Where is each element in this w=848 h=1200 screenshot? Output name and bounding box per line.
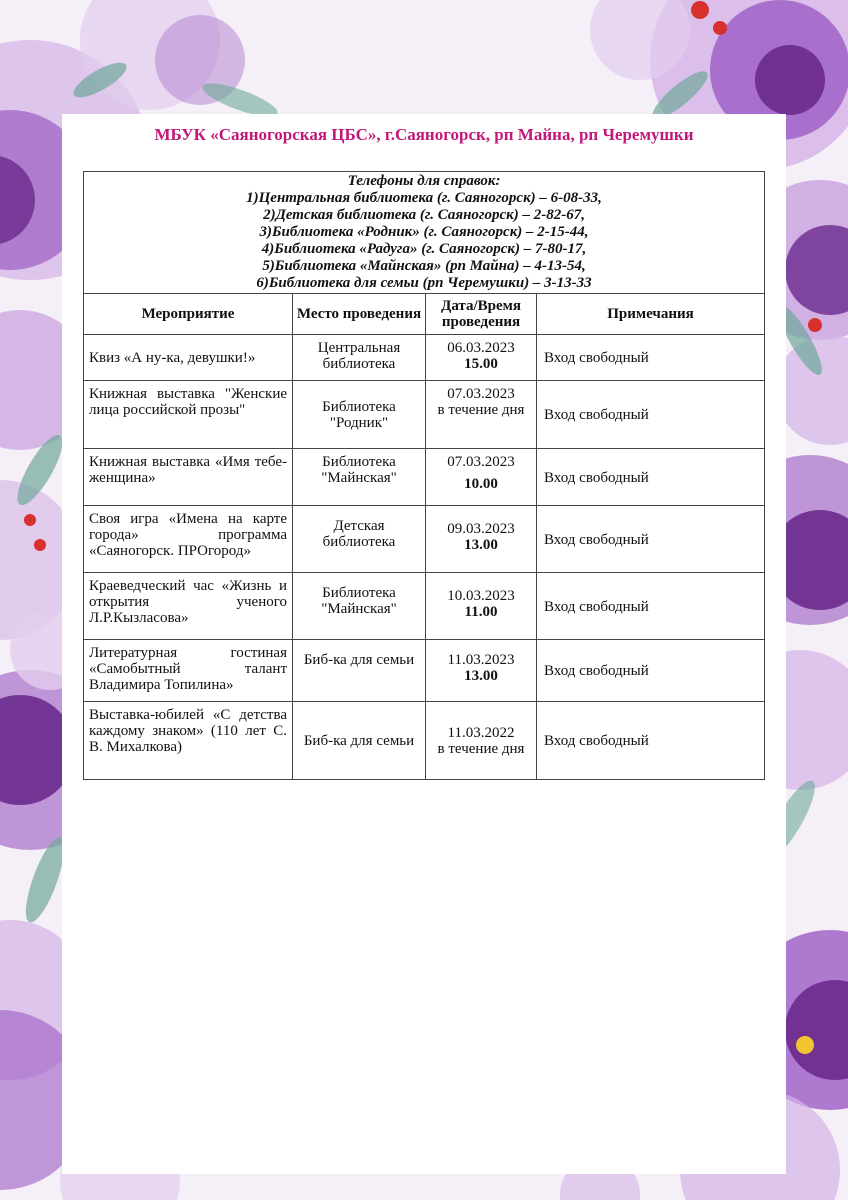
event-date: 07.03.2023 [447,386,515,402]
phone-line: 5)Библиотека «Майнская» (рп Майна) – 4-13-54, [262,258,586,274]
phone-line: 3)Библиотека «Родник» (г. Саяногорск) – 2-15-44, [259,224,589,240]
date-cell [426,702,537,780]
event-cell: Книжная выставка "Женские лица российской прозы" [84,381,293,449]
date-cell [426,335,537,381]
note-cell: Вход свободный [537,702,765,780]
date-cell [426,381,537,449]
date-cell [426,506,537,573]
note-cell: Вход свободный [537,381,765,449]
event-cell: Краеведческий час «Жизнь и открытия ученого Л.Р.Кызласова» [84,573,293,640]
place-cell: Биб-ка для семьи [293,640,426,702]
event-date: 10.03.2023 [447,588,515,604]
phone-line: 4)Библиотека «Радуга» (г. Саяногорск) – 7-80-17, [261,241,587,257]
date-cell [426,573,537,640]
table-row [84,573,765,640]
column-header-date: Дата/Время проведения [426,294,537,335]
note-cell: Вход свободный [537,640,765,702]
date-cell [426,449,537,506]
phone-line: 1)Центральная библиотека (г. Саяногорск) – 6-08-33, [246,190,602,206]
place-cell: Центральная библиотека [293,335,426,381]
event-time: в течение дня [437,402,525,418]
event-time: 13.00 [464,537,498,553]
event-cell: Литературная гостиная «Самобытный талант Владимира Топилина» [84,640,293,702]
event-date: 09.03.2023 [447,521,515,537]
table-row [84,640,765,702]
event-cell: Выставка-юбилей «С детства каждому знаком» (110 лет С. В. Михалкова) [84,702,293,780]
event-date: 11.03.2023 [447,652,515,668]
place-cell: Библиотека "Родник" [293,381,426,449]
column-header-place: Место проведения [293,294,426,335]
event-cell: Квиз «А ну-ка, девушки!» [84,335,293,381]
column-header-event: Мероприятие [84,294,293,335]
event-date: 06.03.2023 [447,340,515,356]
table-row [84,449,765,506]
note-cell: Вход свободный [537,506,765,573]
place-cell: Библиотека "Майнская" [293,449,426,506]
event-time: 11.00 [464,604,498,620]
phones-heading: Телефоны для справок: [347,173,501,189]
event-time: 10.00 [464,476,498,492]
events-table [83,171,765,780]
event-cell: Книжная выставка «Имя тебе-женщина» [84,449,293,506]
column-header-note: Примечания [537,294,765,335]
place-cell: Детская библиотека [293,506,426,573]
table-row [84,702,765,780]
table-row [84,381,765,449]
note-cell: Вход свободный [537,573,765,640]
note-cell: Вход свободный [537,335,765,381]
page-title: МБУК «Саяногорская ЦБС», г.Саяногорск, рп Майна, рп Черемушки [154,125,694,144]
table-row [84,335,765,381]
table-header-row [84,294,765,335]
phone-line: 6)Библиотека для семьи (рп Черемушки) – 3-13-33 [256,275,592,291]
phone-line: 2)Детская библиотека (г. Саяногорск) – 2-82-67, [263,207,585,223]
event-time: 13.00 [464,668,498,684]
place-cell: Библиотека "Майнская" [293,573,426,640]
phones-block [84,172,765,294]
place-cell: Биб-ка для семьи [293,702,426,780]
event-date: 11.03.2022 [447,725,515,741]
event-cell: Своя игра «Имена на карте города» программа «Саяногорск. ПРОгород» [84,506,293,573]
table-row [84,506,765,573]
note-cell: Вход свободный [537,449,765,506]
event-time: в течение дня [437,741,525,757]
date-cell [426,640,537,702]
event-date: 07.03.2023 [447,454,515,470]
event-time: 15.00 [464,356,498,372]
